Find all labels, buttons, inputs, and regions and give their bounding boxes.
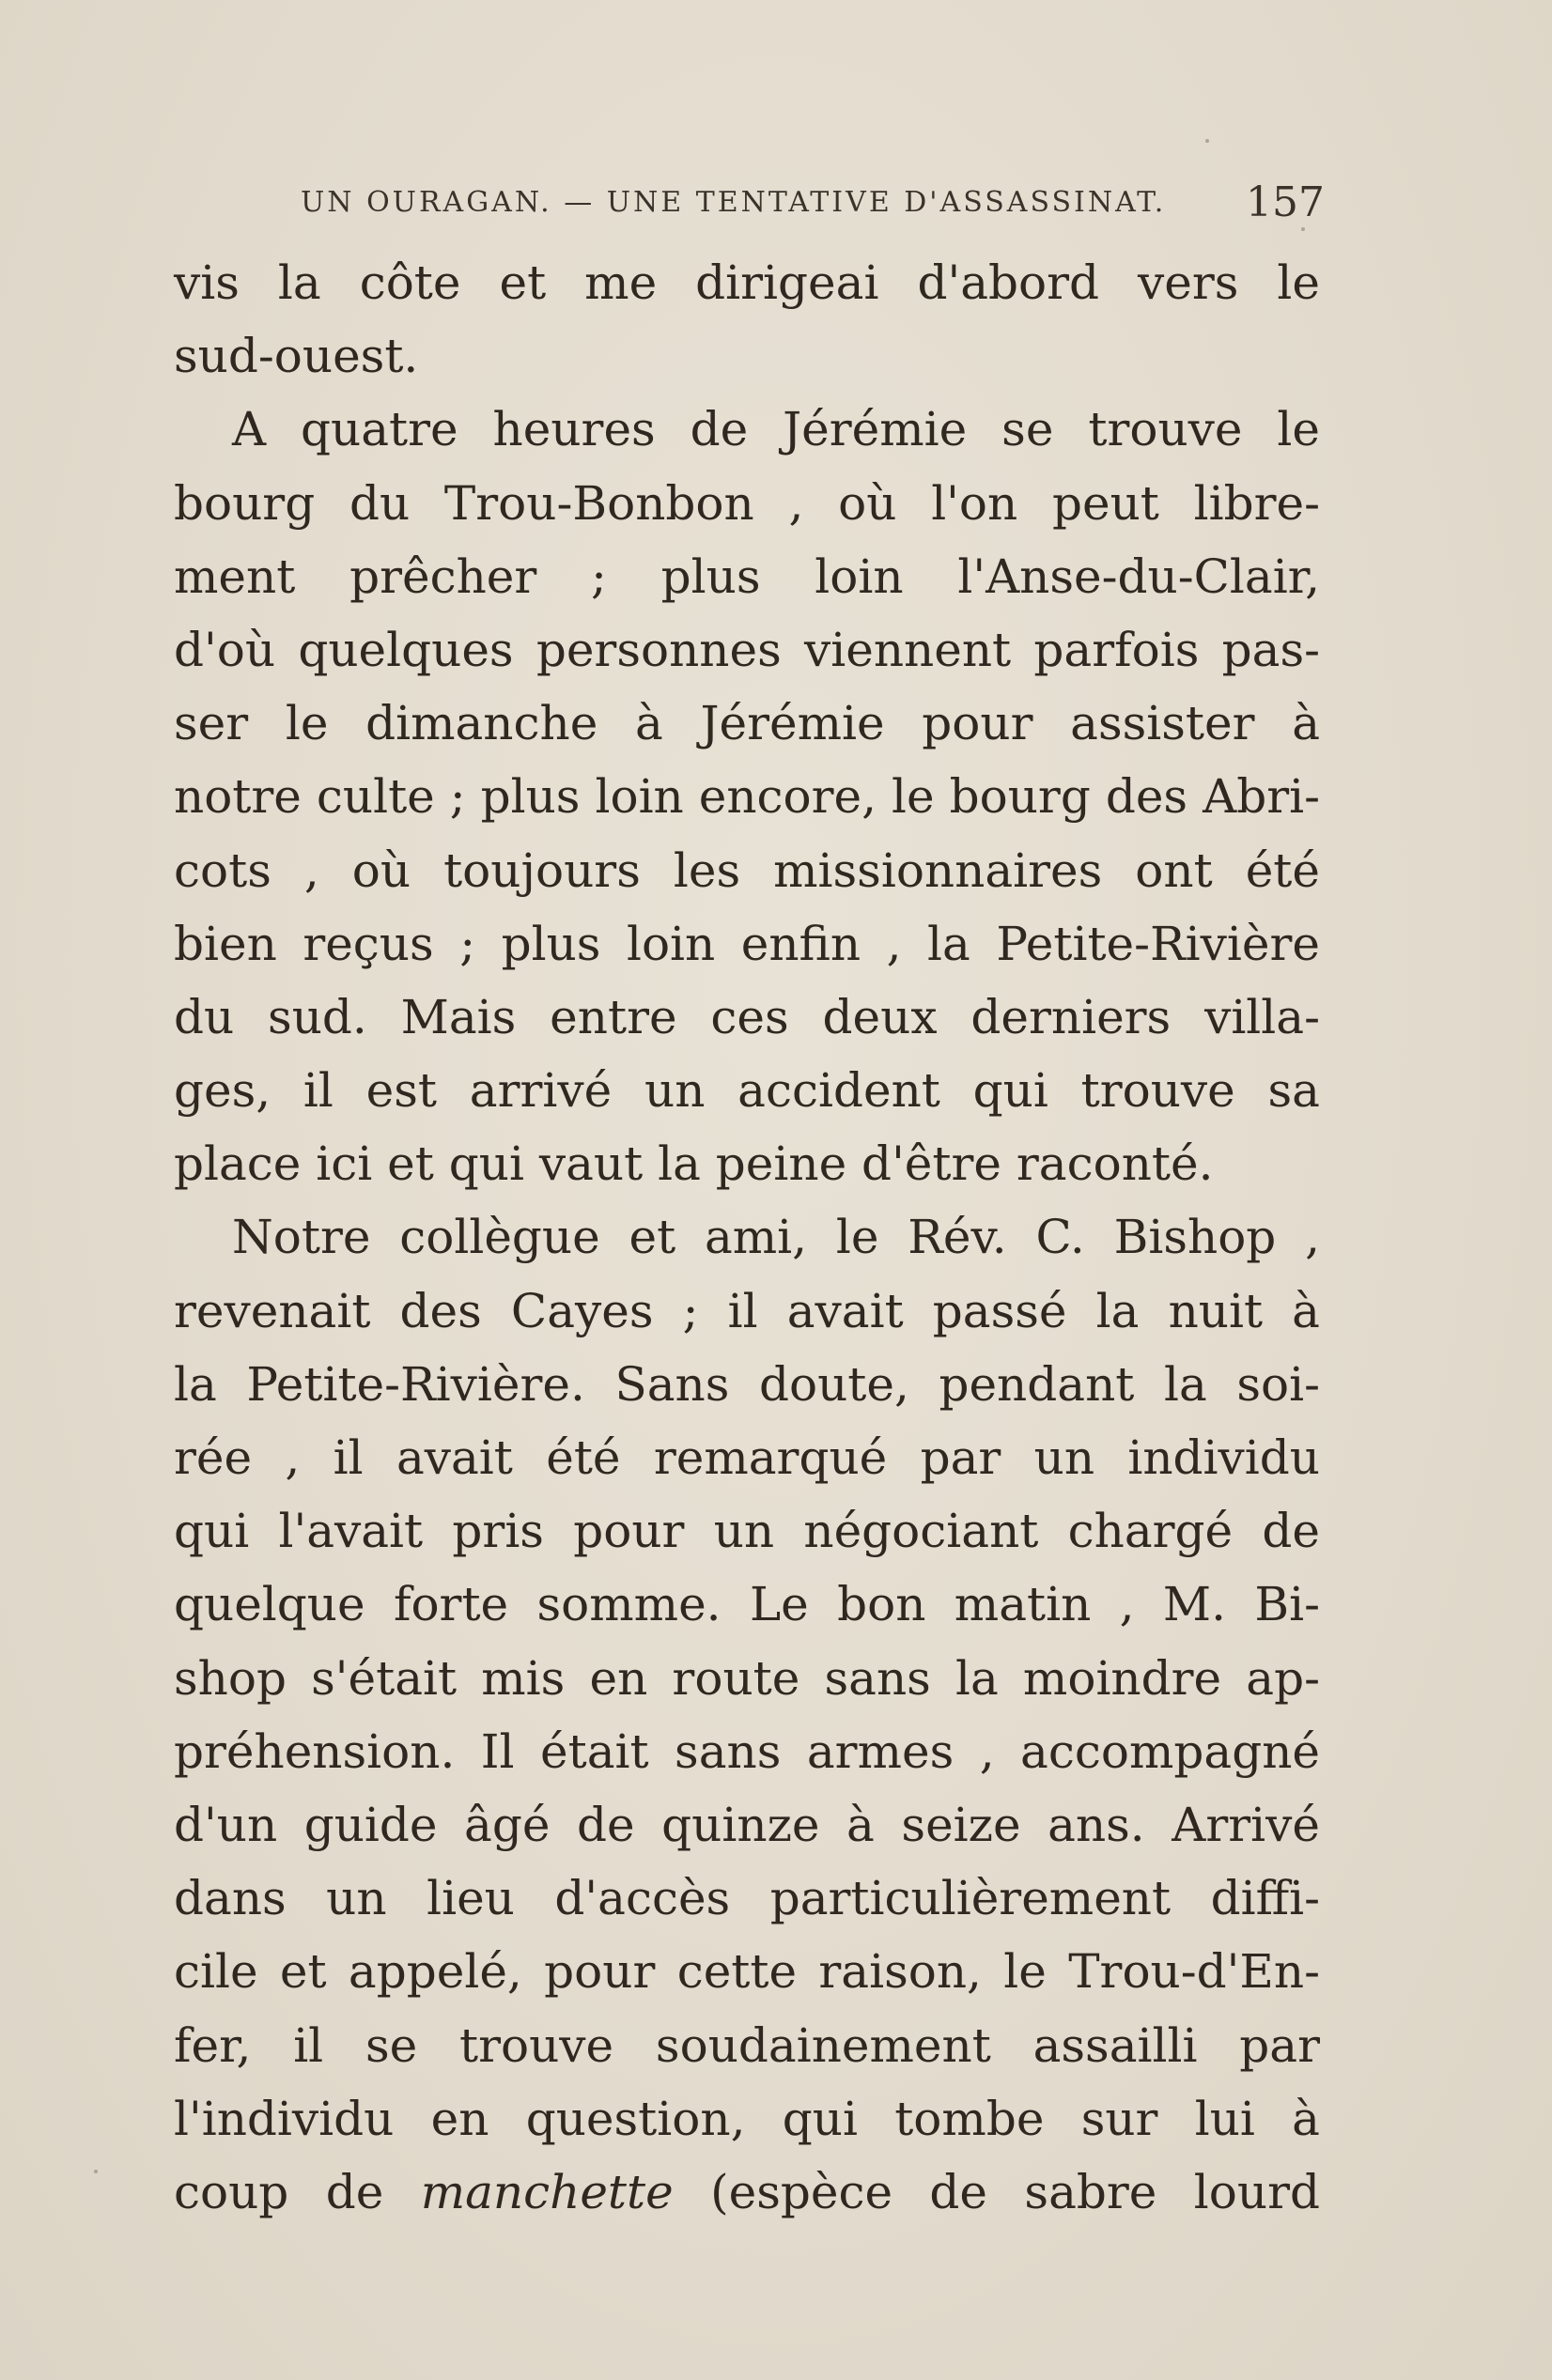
text-line: qui l'avait pris pour un négociant chargé de	[174, 1504, 1320, 1559]
page-number: 157	[1246, 178, 1325, 226]
paper-speck	[1301, 227, 1305, 231]
text-line: ges, il est arrivé un accident qui trouve sa	[174, 1063, 1320, 1119]
text-line: l'individu en question, qui tombe sur lui à	[174, 2091, 1320, 2146]
text-line: cile et appelé, pour cette raison, le Trou-d'En-	[174, 1944, 1320, 2000]
text-line: notre culte ; plus loin encore, le bourg des Abri-	[174, 769, 1320, 825]
text-line: ment prêcher ; plus loin l'Anse-du-Clair,	[174, 549, 1320, 604]
text-line: fer, il se trouve soudainement assailli par	[174, 2017, 1320, 2073]
text-line: Notre collègue et ami, le Rév. C. Bishop ,	[232, 1210, 1320, 1265]
text-line: préhension. Il était sans armes , accompagné	[174, 1723, 1320, 1779]
text-line: A quatre heures de Jérémie se trouve le	[232, 402, 1320, 457]
text-line: shop s'était mis en route sans la moindre ap-	[174, 1650, 1320, 1706]
text-line: sud-ouest.	[174, 329, 419, 384]
text-fragment: (espèce de sabre lourd	[710, 2164, 1320, 2219]
text-line: la Petite-Rivière. Sans doute, pendant la soi-	[174, 1356, 1320, 1412]
text-line: cots , où toujours les missionnaires ont été	[174, 842, 1320, 898]
italic-term: manchette	[420, 2164, 674, 2219]
paper-speck	[94, 2170, 98, 2173]
text-line: quelque forte somme. Le bon matin , M. Bi-	[174, 1577, 1320, 1632]
text-line: vis la côte et me dirigeai d'abord vers le	[174, 255, 1320, 310]
text-line: ser le dimanche à Jérémie pour assister à	[174, 696, 1320, 751]
running-title: UN OURAGAN. — UNE TENTATIVE D'ASSASSINAT.	[301, 186, 1167, 219]
text-line-final	[174, 2156, 1320, 2229]
text-line: dans un lieu d'accès particulièrement diffi-	[174, 1871, 1320, 1926]
paper-speck	[1205, 139, 1209, 143]
text-line: du sud. Mais entre ces deux derniers villa-	[174, 989, 1320, 1044]
text-line: place ici et qui vaut la peine d'être raconté.	[174, 1136, 1214, 1192]
text-line: bourg du Trou-Bonbon , où l'on peut libre-	[174, 475, 1320, 531]
body-text	[174, 246, 1320, 2229]
text-line: d'un guide âgé de quinze à seize ans. Arrivé	[174, 1797, 1320, 1852]
text-fragment: coup de	[174, 2164, 384, 2219]
text-line: rée , il avait été remarqué par un individu	[174, 1430, 1320, 1485]
text-line: d'où quelques personnes viennent parfois pas-	[174, 622, 1320, 677]
text-line: revenait des Cayes ; il avait passé la nuit à	[174, 1283, 1320, 1338]
text-line: bien reçus ; plus loin enfin , la Petite-Rivière	[174, 916, 1320, 971]
running-header	[301, 178, 1325, 235]
